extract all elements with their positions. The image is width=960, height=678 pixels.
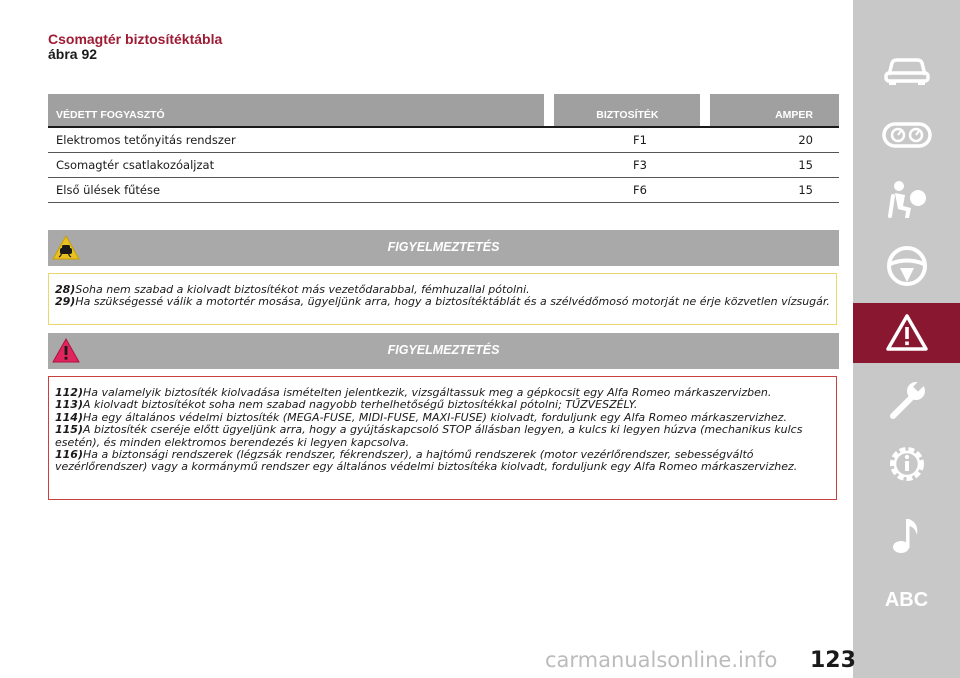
sidebar-item-maintenance[interactable] (853, 370, 960, 430)
cell-fuse: F1 (633, 133, 647, 147)
warning-item: 28)Soha nem szabad a kiolvadt biztosítékot más vezetődarabbal, fémhuzallal pótolni. (55, 283, 530, 296)
warning-title: FIGYELMEZTETÉS (387, 343, 500, 357)
sidebar-item-multimedia[interactable] (853, 505, 960, 565)
warning-box-caution (48, 273, 837, 325)
wrench-icon (885, 378, 929, 422)
music-note-icon (889, 513, 925, 557)
car-icon (883, 53, 931, 87)
warning-item: 113)A kiolvadt biztosítékot soha nem szabad nagyobb terhelhetőségű biztosítékkal pótolni; TŰZVESZÉLY. (55, 398, 638, 412)
cell-ampere: 15 (798, 158, 813, 172)
table-row (48, 178, 839, 203)
warning-icon (885, 313, 929, 353)
figure-reference: ábra 92 (48, 46, 98, 62)
warning-item: 115)A biztosíték cseréje előtt ügyeljünk arra, hogy a gyújtáskapcsoló STOP állásban legyen, a kulcs ki legyen húzva (mechanikus kulcs esetén), és minden elektromos berendezés ki legyen kapcsolva. (55, 423, 803, 449)
warning-header-caution (48, 230, 839, 266)
index-label: ABC (884, 588, 929, 611)
sidebar-item-dashboard[interactable] (853, 105, 960, 165)
warning-item: 116)Ha a biztonsági rendszerek (légzsák rendszer, fékrendszer), a hajtómű rendszerek (motor vezérlőrendszer, sebességváltó vezérlőrendszer) vagy a kormánymű rendszer egy általános védelmi biztosítéka kiolvadt, forduljunk egy Alfa Romeo márkaszervizhez. (55, 448, 798, 474)
warning-item: 112)Ha valamelyik biztosíték kiolvadása ismételten jelentkezik, vizsgáltassuk meg a gépkocsit egy Alfa Romeo márkaszervizben. (55, 386, 772, 399)
table-row (48, 153, 839, 178)
chapter-sidebar (853, 0, 960, 678)
warning-title: FIGYELMEZTETÉS (387, 240, 500, 254)
cell-fuse: F6 (633, 183, 647, 197)
header-ampere: AMPER (710, 94, 839, 126)
warning-item: 114)Ha egy általános védelmi biztosíték (MEGA-FUSE, MIDI-FUSE, MAXI-FUSE) kiolvadt, forduljunk egy Alfa Romeo márkaszervizhez. (55, 410, 787, 424)
cell-consumer: Csomagtér csatlakozóaljzat (56, 158, 215, 172)
steering-wheel-icon (885, 244, 929, 288)
fuse-table (48, 94, 839, 203)
page-number: 123 (810, 648, 856, 673)
cell-ampere: 15 (798, 183, 813, 197)
table-row (48, 128, 839, 153)
cell-fuse: F3 (633, 158, 647, 172)
cell-ampere: 20 (798, 133, 813, 147)
header-consumer: VÉDETT FOGYASZTÓ (48, 94, 544, 126)
header-fuse: BIZTOSÍTÉK (554, 94, 700, 126)
sidebar-item-driving[interactable] (853, 236, 960, 296)
section-title: Csomagtér biztosítéktábla (48, 31, 223, 47)
cell-consumer: Első ülések fűtése (56, 183, 161, 197)
gear-info-icon (885, 442, 929, 486)
sidebar-item-safety[interactable] (853, 170, 960, 230)
cell-consumer: Elektromos tetőnyitás rendszer (56, 133, 236, 147)
page-title (48, 32, 222, 62)
sidebar-item-vehicle[interactable] (853, 40, 960, 100)
sidebar-item-emergency[interactable] (853, 303, 960, 363)
watermark: carmanualsonline.info (545, 648, 778, 672)
table-header (48, 94, 839, 126)
sidebar-item-technical-data[interactable] (853, 434, 960, 494)
dashboard-icon (882, 120, 932, 150)
warning-box-danger (48, 376, 837, 500)
warning-item: 29)Ha szükségessé válik a motortér mosása, ügyeljünk arra, hogy a biztosítéktáblát és a szélvédőmosó motorját ne érje közvetlen vízsugár. (55, 295, 830, 309)
warning-header-danger (48, 333, 839, 369)
sidebar-item-index[interactable] (853, 570, 960, 630)
airbag-icon (885, 178, 929, 222)
